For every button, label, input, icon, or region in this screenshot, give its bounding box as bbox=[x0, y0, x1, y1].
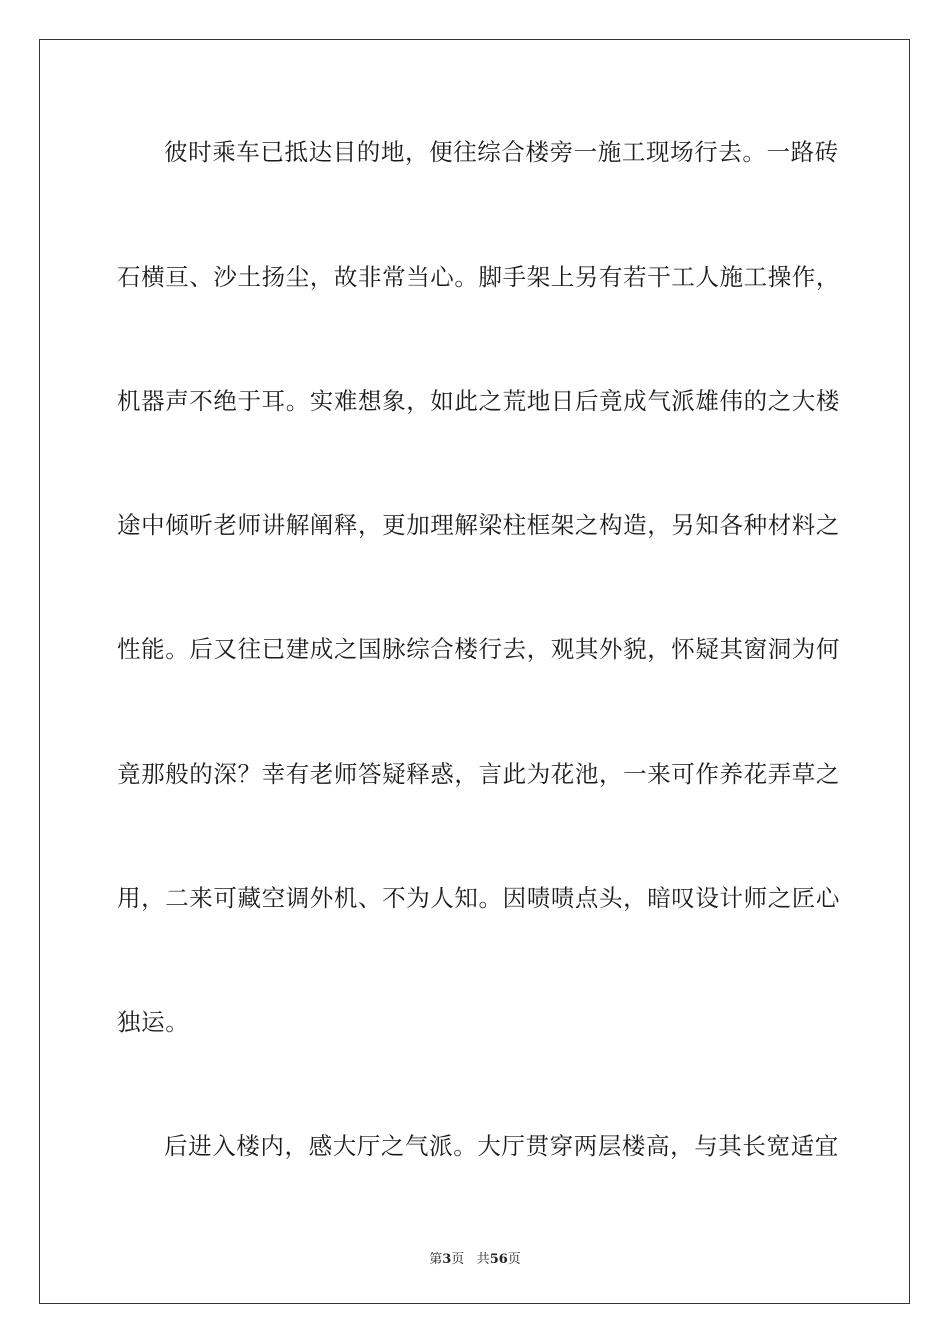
text-line-1: 彼时乘车已抵达目的地，便往综合楼旁一施工现场行去。一路砖 bbox=[164, 138, 839, 166]
text-line-2: 石横亘、沙土扬尘，故非常当心。脚手架上另有若干工人施工操作， bbox=[117, 263, 840, 291]
text-line-5: 性能。后又往已建成之国脉综合楼行去，观其外貌，怀疑其窗洞为何 bbox=[117, 635, 840, 663]
text-line-4: 途中倾听老师讲解阐释，更加理解梁柱框架之构造，另知各种材料之 bbox=[117, 511, 840, 539]
footer-total-suffix: 页 bbox=[507, 1252, 521, 1267]
text-line-3: 机器声不绝于耳。实难想象，如此之荒地日后竟成气派雄伟的之大楼 bbox=[117, 387, 840, 415]
footer-page-suffix: 页 bbox=[451, 1252, 465, 1267]
footer-prefix: 第 bbox=[429, 1252, 443, 1267]
text-line-6: 竟那般的深？幸有老师答疑释惑，言此为花池，一来可作养花弄草之 bbox=[117, 760, 840, 788]
text-line-9: 后进入楼内，感大厅之气派。大厅贯穿两层楼高，与其长宽适宜 bbox=[164, 1132, 839, 1160]
total-page-count: 56 bbox=[489, 1252, 508, 1267]
text-line-8: 独运。 bbox=[117, 1008, 190, 1036]
footer-total-prefix: 共 bbox=[476, 1252, 490, 1267]
page-border bbox=[39, 39, 910, 1304]
current-page-number: 3 bbox=[442, 1252, 452, 1267]
text-line-7: 用，二来可藏空调外机、不为人知。因啧啧点头，暗叹设计师之匠心 bbox=[117, 884, 840, 912]
page-footer bbox=[0, 1248, 950, 1267]
